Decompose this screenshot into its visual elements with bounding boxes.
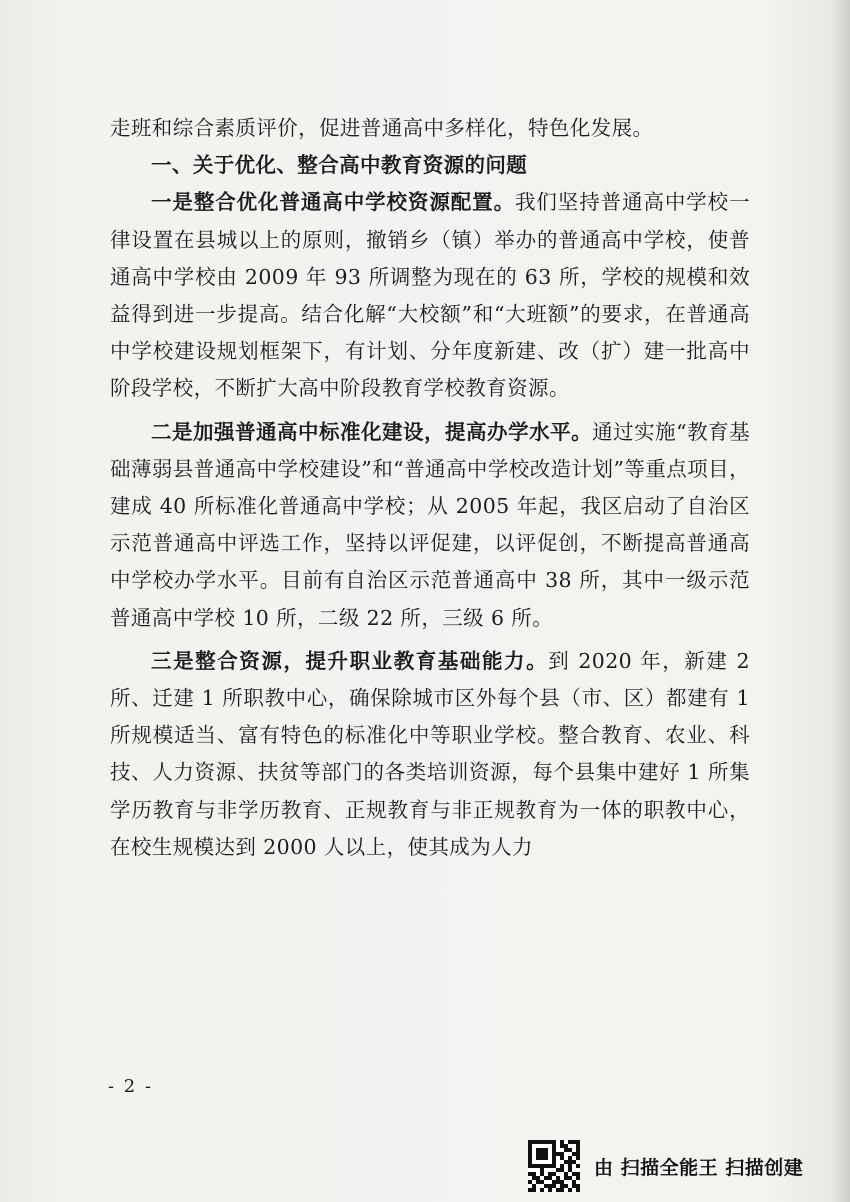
- paragraph-2-lead: 二是加强普通高中标准化建设，提高办学水平。: [151, 419, 593, 444]
- page-number: - 2 -: [108, 1076, 154, 1097]
- paragraph-1-lead: 一是整合优化普通高中学校资源配置。: [151, 190, 515, 215]
- scanner-credit: 由 扫描全能王 扫描创建: [594, 1156, 804, 1179]
- qr-code-icon: [528, 1140, 580, 1192]
- paragraph-continuation: 走班和综合素质评价，促进普通高中多样化，特色化发展。: [110, 116, 654, 140]
- scanner-watermark: [528, 1138, 803, 1194]
- paragraph-3: [110, 643, 750, 866]
- paragraph-2: [110, 414, 750, 637]
- paragraph-1-text: 我们坚持普通高中学校一律设置在县城以上的原则，撤销乡（镇）举办的普通高中学校，使普通高中学校由 2009 年 93 所调整为现在的 63 所，学校的规模和效益得到进一步提高。结合化解“大校额”和“大班额”的要求，在普通高中学校建设规划框架下，有计划、分年度新建、改（扩）建一批高中阶段学校，不断扩大高中阶段教育学校教育资源。: [110, 190, 750, 401]
- paragraph-2-text: 通过实施“教育基础薄弱县普通高中学校建设”和“普通高中学校改造计划”等重点项目，建成 40 所标准化普通高中学校；从 2005 年起，我区启动了自治区示范普通高中评选工作，坚持以评促建，以评促创，不断提高普通高中学校办学水平。目前有自治区示范普通高中 38 所，其中一级示范普通高中学校 10 所，二级 22 所，三级 6 所。: [110, 419, 751, 630]
- document-body: [110, 110, 750, 866]
- paragraph-3-text: 到 2020 年，新建 2 所、迁建 1 所职教中心，确保除城市区外每个县（市、区）都建有 1 所规模适当、富有特色的标准化中等职业学校。整合教育、农业、科技、人力资源、扶贫等部门的各类培训资源，每个县集中建好 1 所集学历教育与非学历教育、正规教育与非正规教育为一体的职教中心，在校生规模达到 2000 人以上，使其成为人力: [110, 648, 750, 859]
- section-heading: 一、关于优化、整合高中教育资源的问题: [151, 153, 528, 178]
- paragraph-1: [110, 184, 750, 407]
- paragraph-3-lead: 三是整合资源，提升职业教育基础能力。: [151, 648, 549, 673]
- page-edge-shadow: [832, 0, 850, 1202]
